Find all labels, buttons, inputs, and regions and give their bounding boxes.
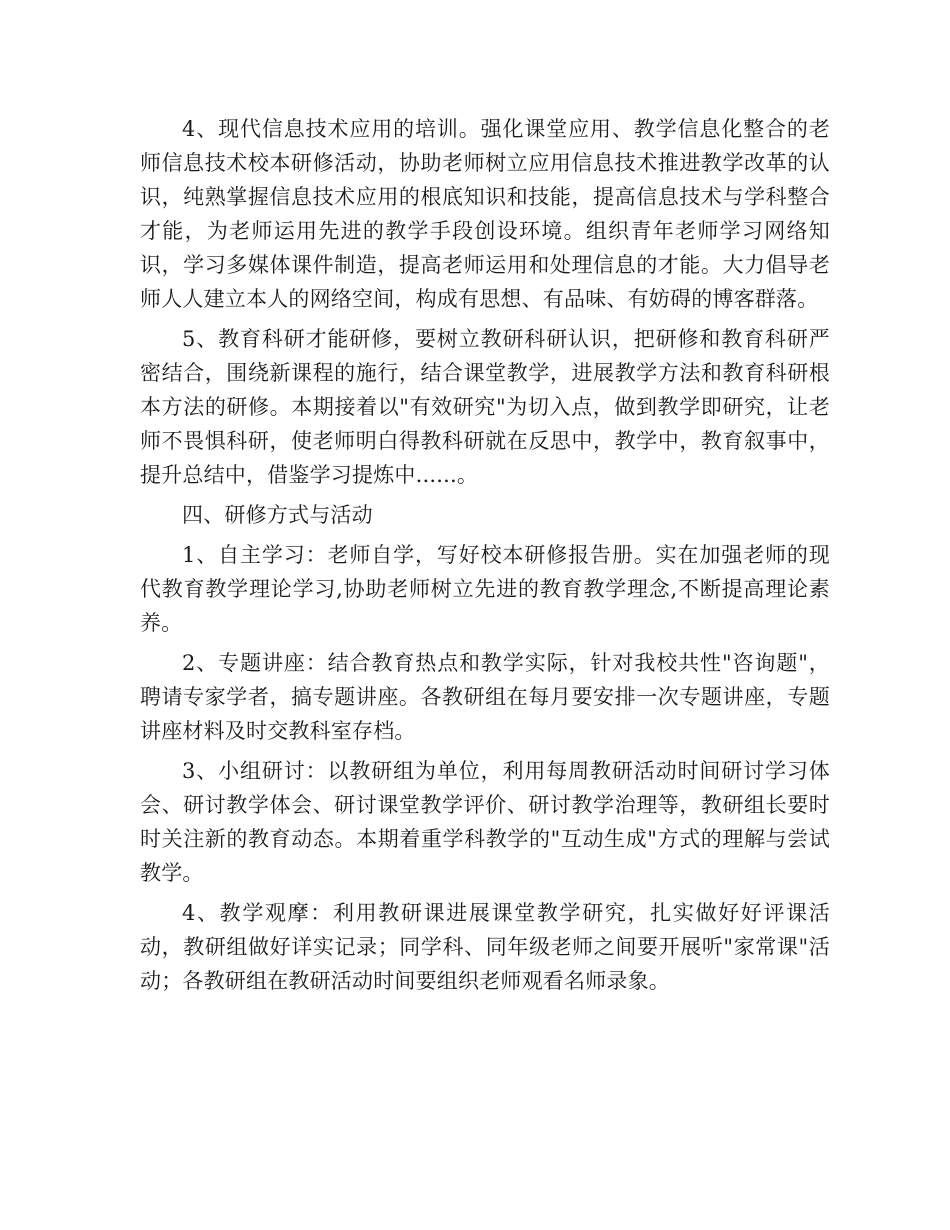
paragraph-observation: 4、教学观摩：利用教研课进展课堂教学研究，扎实做好好评课活动，教研组做好详实记录；同学科、同年级老师之间要开展听"家常课"活动；各教研组在教研活动时间要组织老师观看名师录象。 [140, 901, 830, 993]
paragraph-lectures: 2、专题讲座：结合教育热点和教学实际，针对我校共性"咨询题"，聘请专家学者，搞专题讲座。各教研组在每月要安排一次专题讲座，专题讲座材料及时交教科室存档。 [140, 651, 830, 743]
paragraph-self-study: 1、自主学习：老师自学，写好校本研修报告册。实在加强老师的现代教育教学理论学习,协助老师树立先进的教育教学理念,不断提高理论素养。 [140, 543, 830, 635]
section-heading-methods: 四、研修方式与活动 [182, 503, 373, 527]
paragraph-research-ability: 5、教育科研才能研修，要树立教研科研认识，把研修和教育科研严密结合，围绕新课程的施行，结合课堂教学，进展教学方法和教育科研根本方法的研修。本期接着以"有效研究"为切入点，做到教学即研究，让老师不畏惧科研，使老师明白得教科研就在反思中，教学中，教育叙事中，提升总结中，借鉴学习提炼中......。 [140, 327, 830, 487]
document-body [140, 112, 830, 1004]
paragraph-group-discussion: 3、小组研讨：以教研组为单位，利用每周教研活动时间研讨学习体会、研讨教学体会、研讨课堂教学评价、研讨教学治理等，教研组长要时时关注新的教育动态。本期着重学科教学的"互动生成"方式的理解与尝试教学。 [140, 759, 830, 885]
paragraph-it-training: 4、现代信息技术应用的培训。强化课堂应用、教学信息化整合的老师信息技术校本研修活动，协助老师树立应用信息技术推进教学改革的认识，纯熟掌握信息技术应用的根底知识和技能，提高信息技术与学科整合才能，为老师运用先进的教学手段创设环境。组织青年老师学习网络知识，学习多媒体课件制造，提高老师运用和处理信息的才能。大力倡导老师人人建立本人的网络空间，构成有思想、有品味、有妨碍的博客群落。 [140, 117, 830, 311]
